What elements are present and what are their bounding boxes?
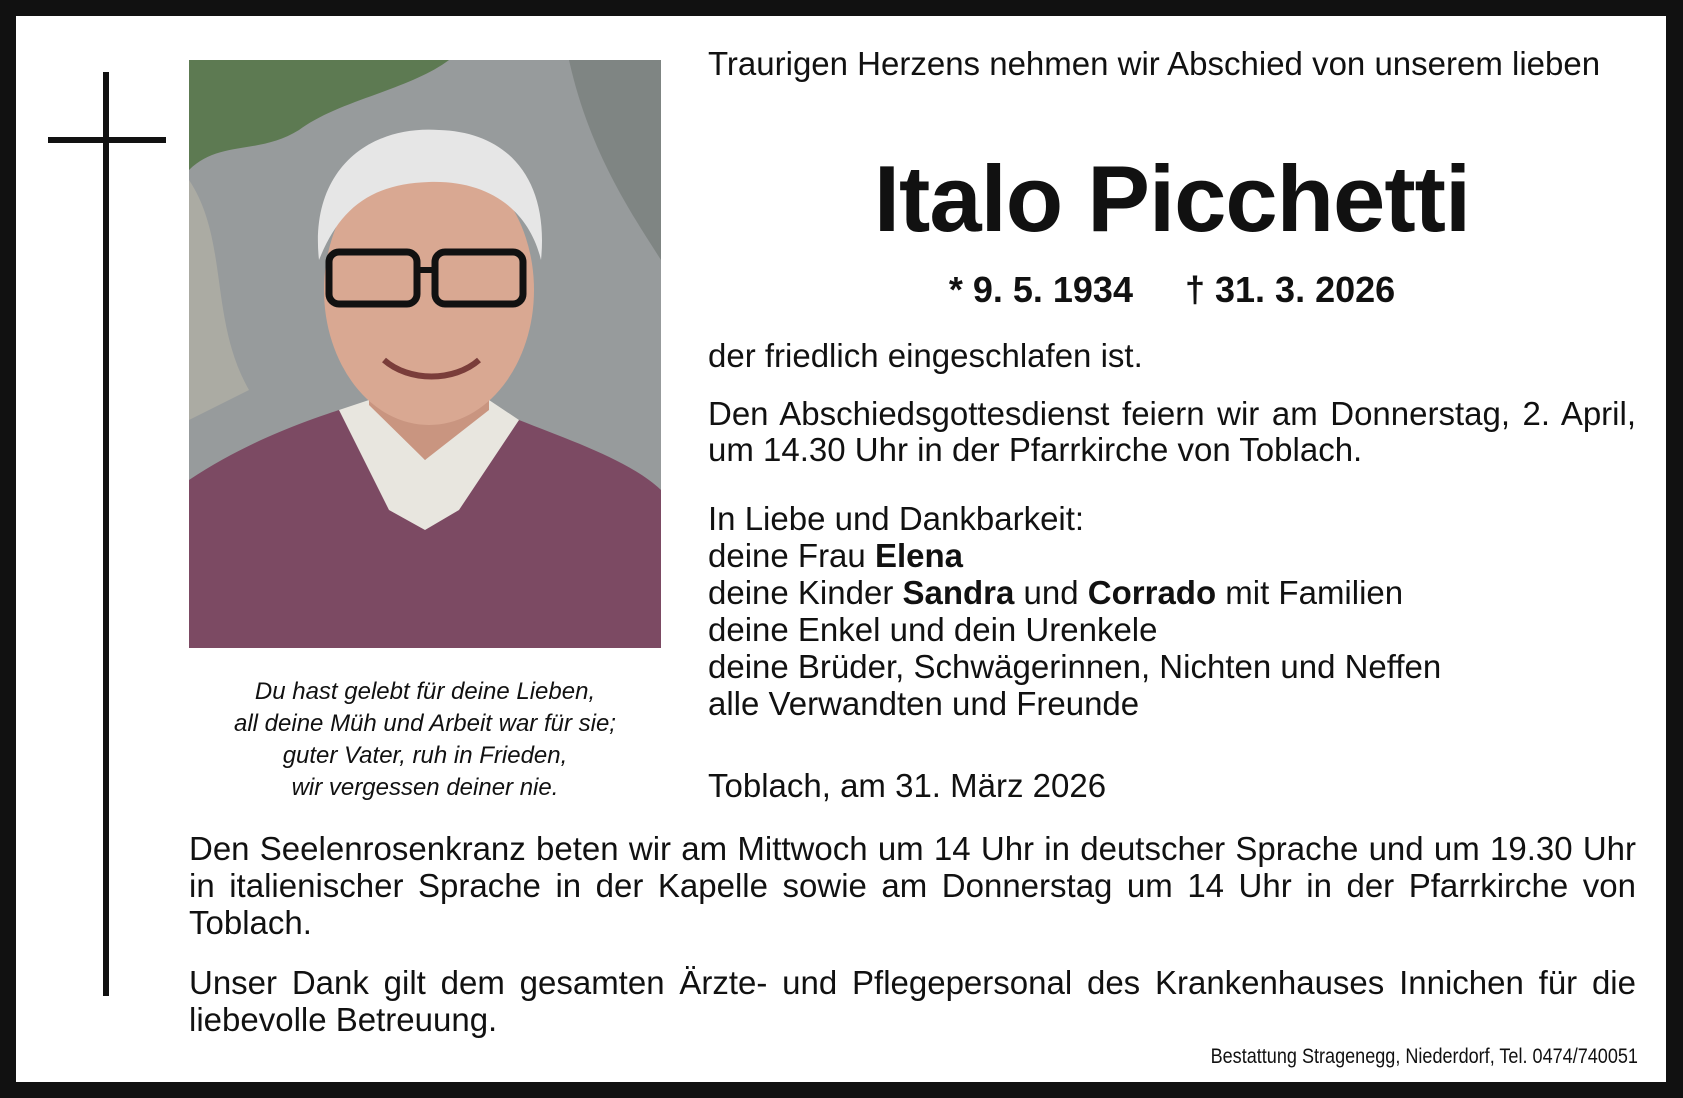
verse-line: wir vergessen deiner nie.	[291, 774, 559, 801]
child-name: Sandra	[902, 574, 1015, 611]
thanks-text: Unser Dank gilt dem gesamten Ärzte- und Pflegepersonal des Krankenhauses Innichen für die liebevolle Betreuung.	[189, 964, 1636, 1038]
verse-line: Du hast gelebt für deine Lieben,	[254, 678, 596, 705]
mourner-grandchildren: deine Enkel und dein Urenkele	[708, 611, 1158, 648]
portrait-photo	[189, 60, 661, 648]
cross-icon-vertical	[103, 72, 109, 996]
memorial-verse	[189, 676, 661, 804]
place-and-date: Toblach, am 31. März 2026	[708, 767, 1107, 804]
passed-away-text: der friedlich eingeschlafen ist.	[708, 337, 1143, 374]
undertaker-credit: Bestattung Stragenegg, Niederdorf, Tel. 0474/740051	[1210, 1045, 1638, 1068]
child-name: Corrado	[1087, 574, 1217, 611]
mourners-heading: In Liebe und Dankbarkeit:	[708, 500, 1085, 537]
funeral-service-text: Den Abschiedsgottesdienst feiern wir am Donnerstag, 2. April, um 14.30 Uhr in der Pfarrkirche von Toblach.	[708, 395, 1636, 468]
mourner-wife: deine Frau Elena	[708, 537, 963, 574]
portrait-photo-icon	[189, 60, 661, 648]
verse-line: all deine Müh und Arbeit war für sie;	[234, 710, 616, 737]
wife-name: Elena	[874, 537, 963, 574]
birth-date: * 9. 5. 1934	[948, 269, 1133, 310]
mourners-list	[708, 500, 1636, 722]
mourner-siblings: deine Brüder, Schwägerinnen, Nichten und Neffen	[708, 648, 1442, 685]
life-dates	[708, 268, 1636, 312]
obituary-notice	[16, 16, 1666, 1082]
intro-text: Traurigen Herzens nehmen wir Abschied von unserem lieben	[708, 45, 1601, 82]
death-date: † 31. 3. 2026	[1184, 269, 1396, 310]
cross-icon-horizontal	[48, 137, 166, 143]
verse-line: guter Vater, ruh in Frieden,	[282, 742, 568, 769]
deceased-name: Italo Picchetti	[873, 146, 1471, 251]
rosary-text: Den Seelenrosenkranz beten wir am Mittwoch um 14 Uhr in deutscher Sprache und um 19.30 Uhr in italienischer Sprache in der Kapelle sowie am Donnerstag um 14 Uhr in der Pfarrkirche von Toblach.	[189, 830, 1636, 941]
mourner-children: deine Kinder Sandra und Corrado mit Familien	[708, 574, 1404, 611]
mourner-relatives: alle Verwandten und Freunde	[708, 685, 1140, 722]
